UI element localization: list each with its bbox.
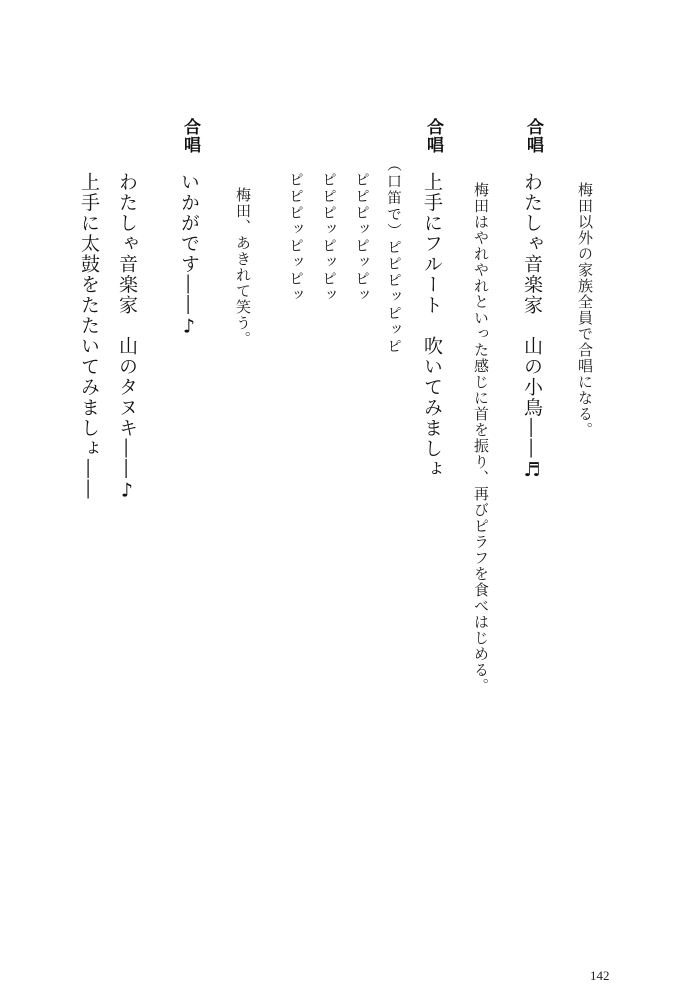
whistle-line: ピピピッピッピッ — [353, 172, 369, 304]
whistle-line: （口笛で）ピピピッピッピ — [385, 157, 401, 355]
speaker-label-chorus: 合唱 — [180, 118, 200, 154]
whistle-line: ピピピッピッピッ — [320, 172, 336, 304]
dialogue-line: わたしゃ音楽家 山の小鳥――♬ — [521, 172, 543, 483]
dialogue-line: わたしゃ音楽家 山のタヌキ――♪ — [116, 172, 138, 503]
stage-direction-umeda-laughs: 梅田、あきれて笑う。 — [234, 187, 252, 347]
page-number: 142 — [590, 968, 610, 983]
stage-direction-umeda-shakes-head: 梅田はやれやれといった感じに首を振り、再びピラフを食べはじめる。 — [472, 182, 490, 694]
dialogue-line: 上手に太鼓をたたいてみましょ―― — [78, 172, 100, 500]
dialogue-line: 上手にフルート 吹いてみましょ — [421, 172, 443, 480]
speaker-label-chorus: 合唱 — [523, 118, 543, 154]
speaker-label-chorus: 合唱 — [423, 118, 443, 154]
whistle-line: ピピピッピッピッ — [287, 172, 303, 304]
stage-direction-chorus-begins: 梅田以外の家族全員で合唱になる。 — [576, 182, 594, 438]
dialogue-line: いかがです――♪ — [178, 172, 200, 339]
